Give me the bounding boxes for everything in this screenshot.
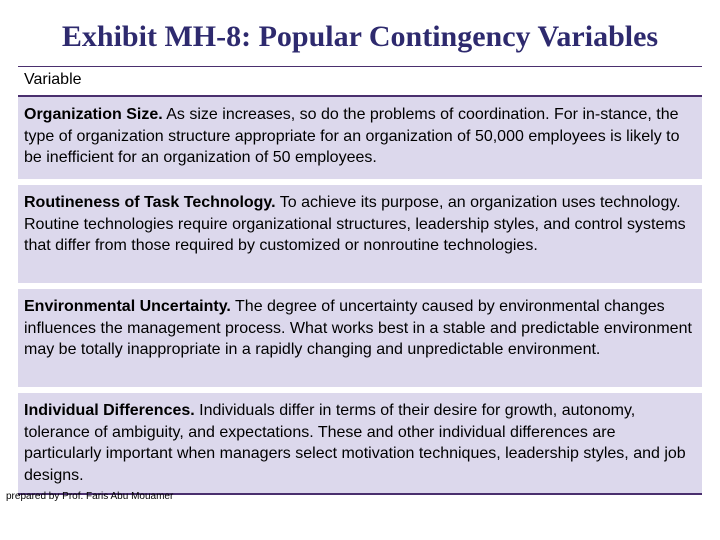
page-title: Exhibit MH-8: Popular Contingency Variables <box>61 20 659 53</box>
footer-credit: prepared by Prof. Faris Abu Mouamer <box>6 491 174 502</box>
table-row-environmental-uncertainty <box>18 289 702 393</box>
table-row-individual-differences <box>18 393 702 493</box>
table-row-task-technology <box>18 185 702 289</box>
row-term: Individual Differences. <box>24 402 195 419</box>
row-description: The degree of uncertainty caused by environmental changes influences the management process. What works best in a stable and predictable environment may be totally inappropriate in a rapidly changing and unpredictable environment. <box>24 298 692 358</box>
table-header: Variable <box>18 67 702 95</box>
row-term: Environmental Uncertainty. <box>24 298 231 315</box>
contingency-table <box>18 66 702 495</box>
table-row-organization-size <box>18 97 702 185</box>
row-description: As size increases, so do the problems of coordination. For in-stance, the type of organization structure appropriate for an organization of 50,000 employees is likely to be inefficient for an organization of 50 employees. <box>24 106 680 166</box>
row-description: To achieve its purpose, an organization uses technology. Routine technologies require organizational structures, leadership styles, and control systems that differ from those required by customized or nonroutine technologies. <box>24 194 686 254</box>
row-description: Individuals differ in terms of their desire for growth, autonomy, tolerance of ambiguity, and expectations. These and other individual differences are particularly important when managers select motivation techniques, leadership styles, and job designs. <box>24 402 686 484</box>
row-term: Routineness of Task Technology. <box>24 194 276 211</box>
row-term: Organization Size. <box>24 106 163 123</box>
